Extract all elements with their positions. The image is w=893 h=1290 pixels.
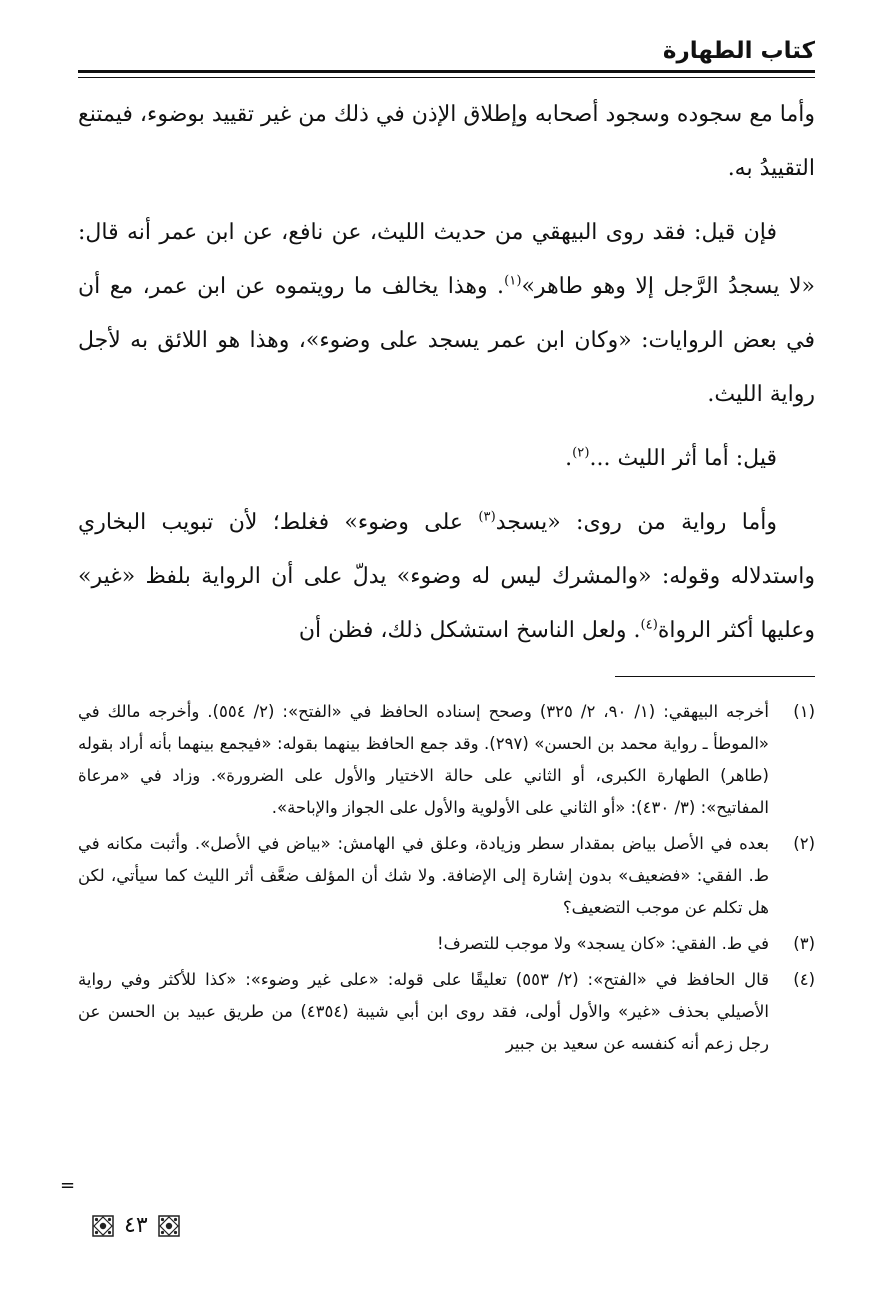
footnote-ref-3: (٣) [478,509,496,525]
footnote [78,696,815,824]
footnote [78,928,815,960]
header-rule-thin [78,77,815,78]
footnote [78,964,815,1060]
header-rule-thick [78,70,815,73]
paragraph-3-part-b: . [565,446,573,471]
footnote [78,828,815,924]
paragraph-1: وأما مع سجوده وسجود أصحابه وإطلاق الإذن في ذلك من غير تقييد بوضوء، فيمتنع التقييدُ به. [78,102,815,181]
footnote-separator [615,676,815,677]
footnote-text: قال الحافظ في «الفتح»: (٢/ ٥٥٣) تعليقًا على قوله: «على غير وضوء»: «كذا للأكثر وفي رواية الأصيلي بحذف «غير» والأول أولى، فقد روى ابن أبي شيبة (٤٣٥٤) من طريق عبيد بن الحسن عن رجل زعم أنه كنفسه عن سعيد بن جبير [78,970,770,1053]
footnote-ref-1: (١) [504,273,522,289]
footnote-text: في ط. الفقي: «كان يسجد» ولا موجب للتصرف! [436,934,769,953]
footnote-ref-4: (٤) [640,617,658,633]
footnote-text: بعده في الأصل بياض بمقدار سطر وزيادة، وعلق في الهامش: «بياض في الأصل». وأثبت مكانه في ط. الفقي: «فضعيف» بدون إشارة إلى الإضافة. ولا شك أن المؤلف ضعَّف أثر الليث كما سيأتي، لكن هل تكلم عن موجب التضعيف؟ [78,834,769,917]
paragraph-2-part-b: . وهذا يخالف ما رويتموه عن ابن عمر، مع أن في بعض الروايات: «وكان ابن عمر يسجد على وضوء»، وهذا هو اللائق به لأجل رواية الليث. [78,274,815,407]
arabesque-ornament-icon [158,1215,180,1237]
paragraph-3 [78,432,815,486]
arabesque-ornament-icon [92,1215,114,1237]
footnote-text: أخرجه البيهقي: (١/ ٩٠، ٢/ ٣٢٥) وصحح إسناده الحافظ في «الفتح»: (٢/ ٥٥٤). وأخرجه مالك في «الموطأ ـ رواية محمد بن الحسن» (٢٩٧). وقد جمع الحافظ بينهما بقوله: «فيجمع بينهما بأنه أراد بقوله (طاهر) الطهارة الكبرى، أو الثاني على حالة الاختيار والأول على الضرورة». وزاد في «مرعاة المفاتيح»: (٣/ ٤٣٠): «أو الثاني على الأولوية والأول على الجواز والإباحة». [78,702,769,817]
paragraph-4-part-a: وأما رواية من روى: «يسجد [495,510,777,535]
footnote-number: (٤) [793,970,815,989]
continuation-mark: = [60,1175,76,1196]
footnote-number: (٣) [793,934,815,953]
paragraph-4 [78,496,815,658]
page-number: ٤٣ [124,1213,148,1238]
footnote-ref-2: (٢) [572,445,590,461]
paragraph-4-part-c: . ولعل الناسخ استشكل ذلك، فظن أن [298,618,641,643]
paragraph-2 [78,206,815,422]
paragraph-3-part-a: قيل: أما أثر الليث ... [589,446,777,471]
paragraph-4-part-b: على وضوء» فغلط؛ لأن تبويب البخاري واستدلاله وقوله: «والمشرك ليس له وضوء» يدلّ على أن الرواية بلفظ «غير» وعليها أكثر الرواة [78,510,815,643]
footnote-number: (٢) [793,834,815,853]
main-text [78,88,815,658]
footnote-number: (١) [793,702,815,721]
page-number-block [92,1213,180,1238]
paragraph-2-part-a: فإن قيل: فقد روى البيهقي من حديث الليث، عن نافع، عن ابن عمر أنه قال: «لا يسجدُ الرَّجل إلا وهو طاهر» [78,220,815,299]
footnotes [78,696,815,1064]
running-header: كتاب الطهارة [662,38,815,64]
